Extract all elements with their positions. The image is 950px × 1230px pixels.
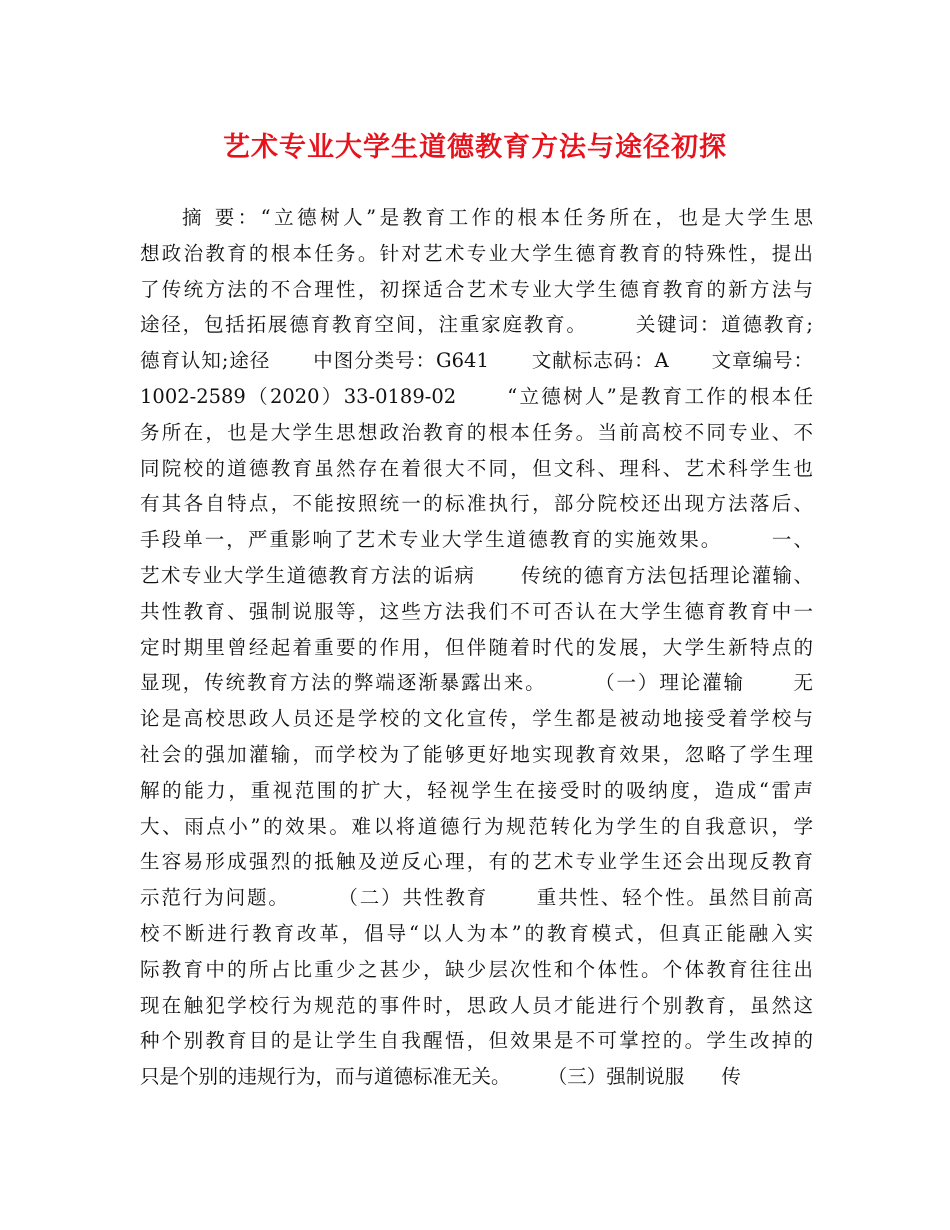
body-line: 现在触犯学校行为规范的事件时，思政人员才能进行个别教育，虽然这	[140, 993, 813, 1017]
body-line: 德育认知;途径 中图分类号：G641 文献标志码：A 文章编号：	[140, 349, 813, 373]
body-line: 校不断进行教育改革，倡导“以人为本”的教育模式，但真正能融入实	[140, 921, 813, 945]
body-line: 艺术专业大学生道德教育方法的诟病 传统的德育方法包括理论灌输、	[140, 563, 813, 587]
body-line: 摘 要：“立德树人”是教育工作的根本任务所在，也是大学生思	[182, 206, 813, 229]
body-line: 际教育中的所占比重少之甚少，缺少层次性和个体性。个体教育往往出	[140, 957, 813, 981]
body-line: 大、雨点小”的效果。难以将道德行为规范转化为学生的自我意识，学	[140, 814, 813, 838]
body-line: 定时期里曾经起着重要的作用，但伴随着时代的发展，大学生新特点的	[140, 635, 813, 659]
body-line: 只是个别的违规行为，而与道德标准无关。 （三）强制说服 传	[140, 1065, 741, 1089]
body-line: 了传统方法的不合理性，初探适合艺术专业大学生德育教育的新方法与	[140, 277, 813, 301]
body-line: 论是高校思政人员还是学校的文化宣传，学生都是被动地接受着学校与	[140, 707, 813, 731]
body-line: 想政治教育的根本任务。针对艺术专业大学生德育教育的特殊性，提出	[140, 241, 813, 265]
body-line: 手段单一，严重影响了艺术专业大学生道德教育的实施效果。 一、	[140, 528, 813, 552]
document-title: 艺术专业大学生道德教育方法与途径初探	[223, 132, 727, 163]
body-line: 示范行为问题。 （二）共性教育 重共性、轻个性。虽然目前高	[140, 886, 813, 910]
body-line: 社会的强加灌输，而学校为了能够更好地实现教育效果，忽略了学生理	[140, 742, 813, 766]
body-line: 显现，传统教育方法的弊端逐渐暴露出来。 （一）理论灌输 无	[140, 671, 813, 695]
document-body	[140, 200, 813, 1095]
body-line: 1002-2589（2020）33-0189-02 “立德树人”是教育工作的根本任	[140, 384, 813, 408]
body-line: 有其各自特点，不能按照统一的标准执行，部分院校还出现方法落后、	[140, 492, 813, 516]
body-line: 途径，包括拓展德育教育空间，注重家庭教育。 关键词：道德教育;	[140, 313, 813, 337]
body-line: 务所在，也是大学生思想政治教育的根本任务。当前高校不同专业、不	[140, 420, 813, 444]
body-line: 解的能力，重视范围的扩大，轻视学生在接受时的吸纳度，造成“雷声	[140, 778, 813, 802]
body-line: 同院校的道德教育虽然存在着很大不同，但文科、理科、艺术科学生也	[140, 456, 813, 480]
body-line: 共性教育、强制说服等，这些方法我们不可否认在大学生德育教育中一	[140, 599, 813, 623]
body-line: 生容易形成强烈的抵触及逆反心理，有的艺术专业学生还会出现反教育	[140, 850, 813, 874]
body-line: 种个别教育目的是让学生自我醒悟，但效果是不可掌控的。学生改掉的	[140, 1029, 813, 1053]
